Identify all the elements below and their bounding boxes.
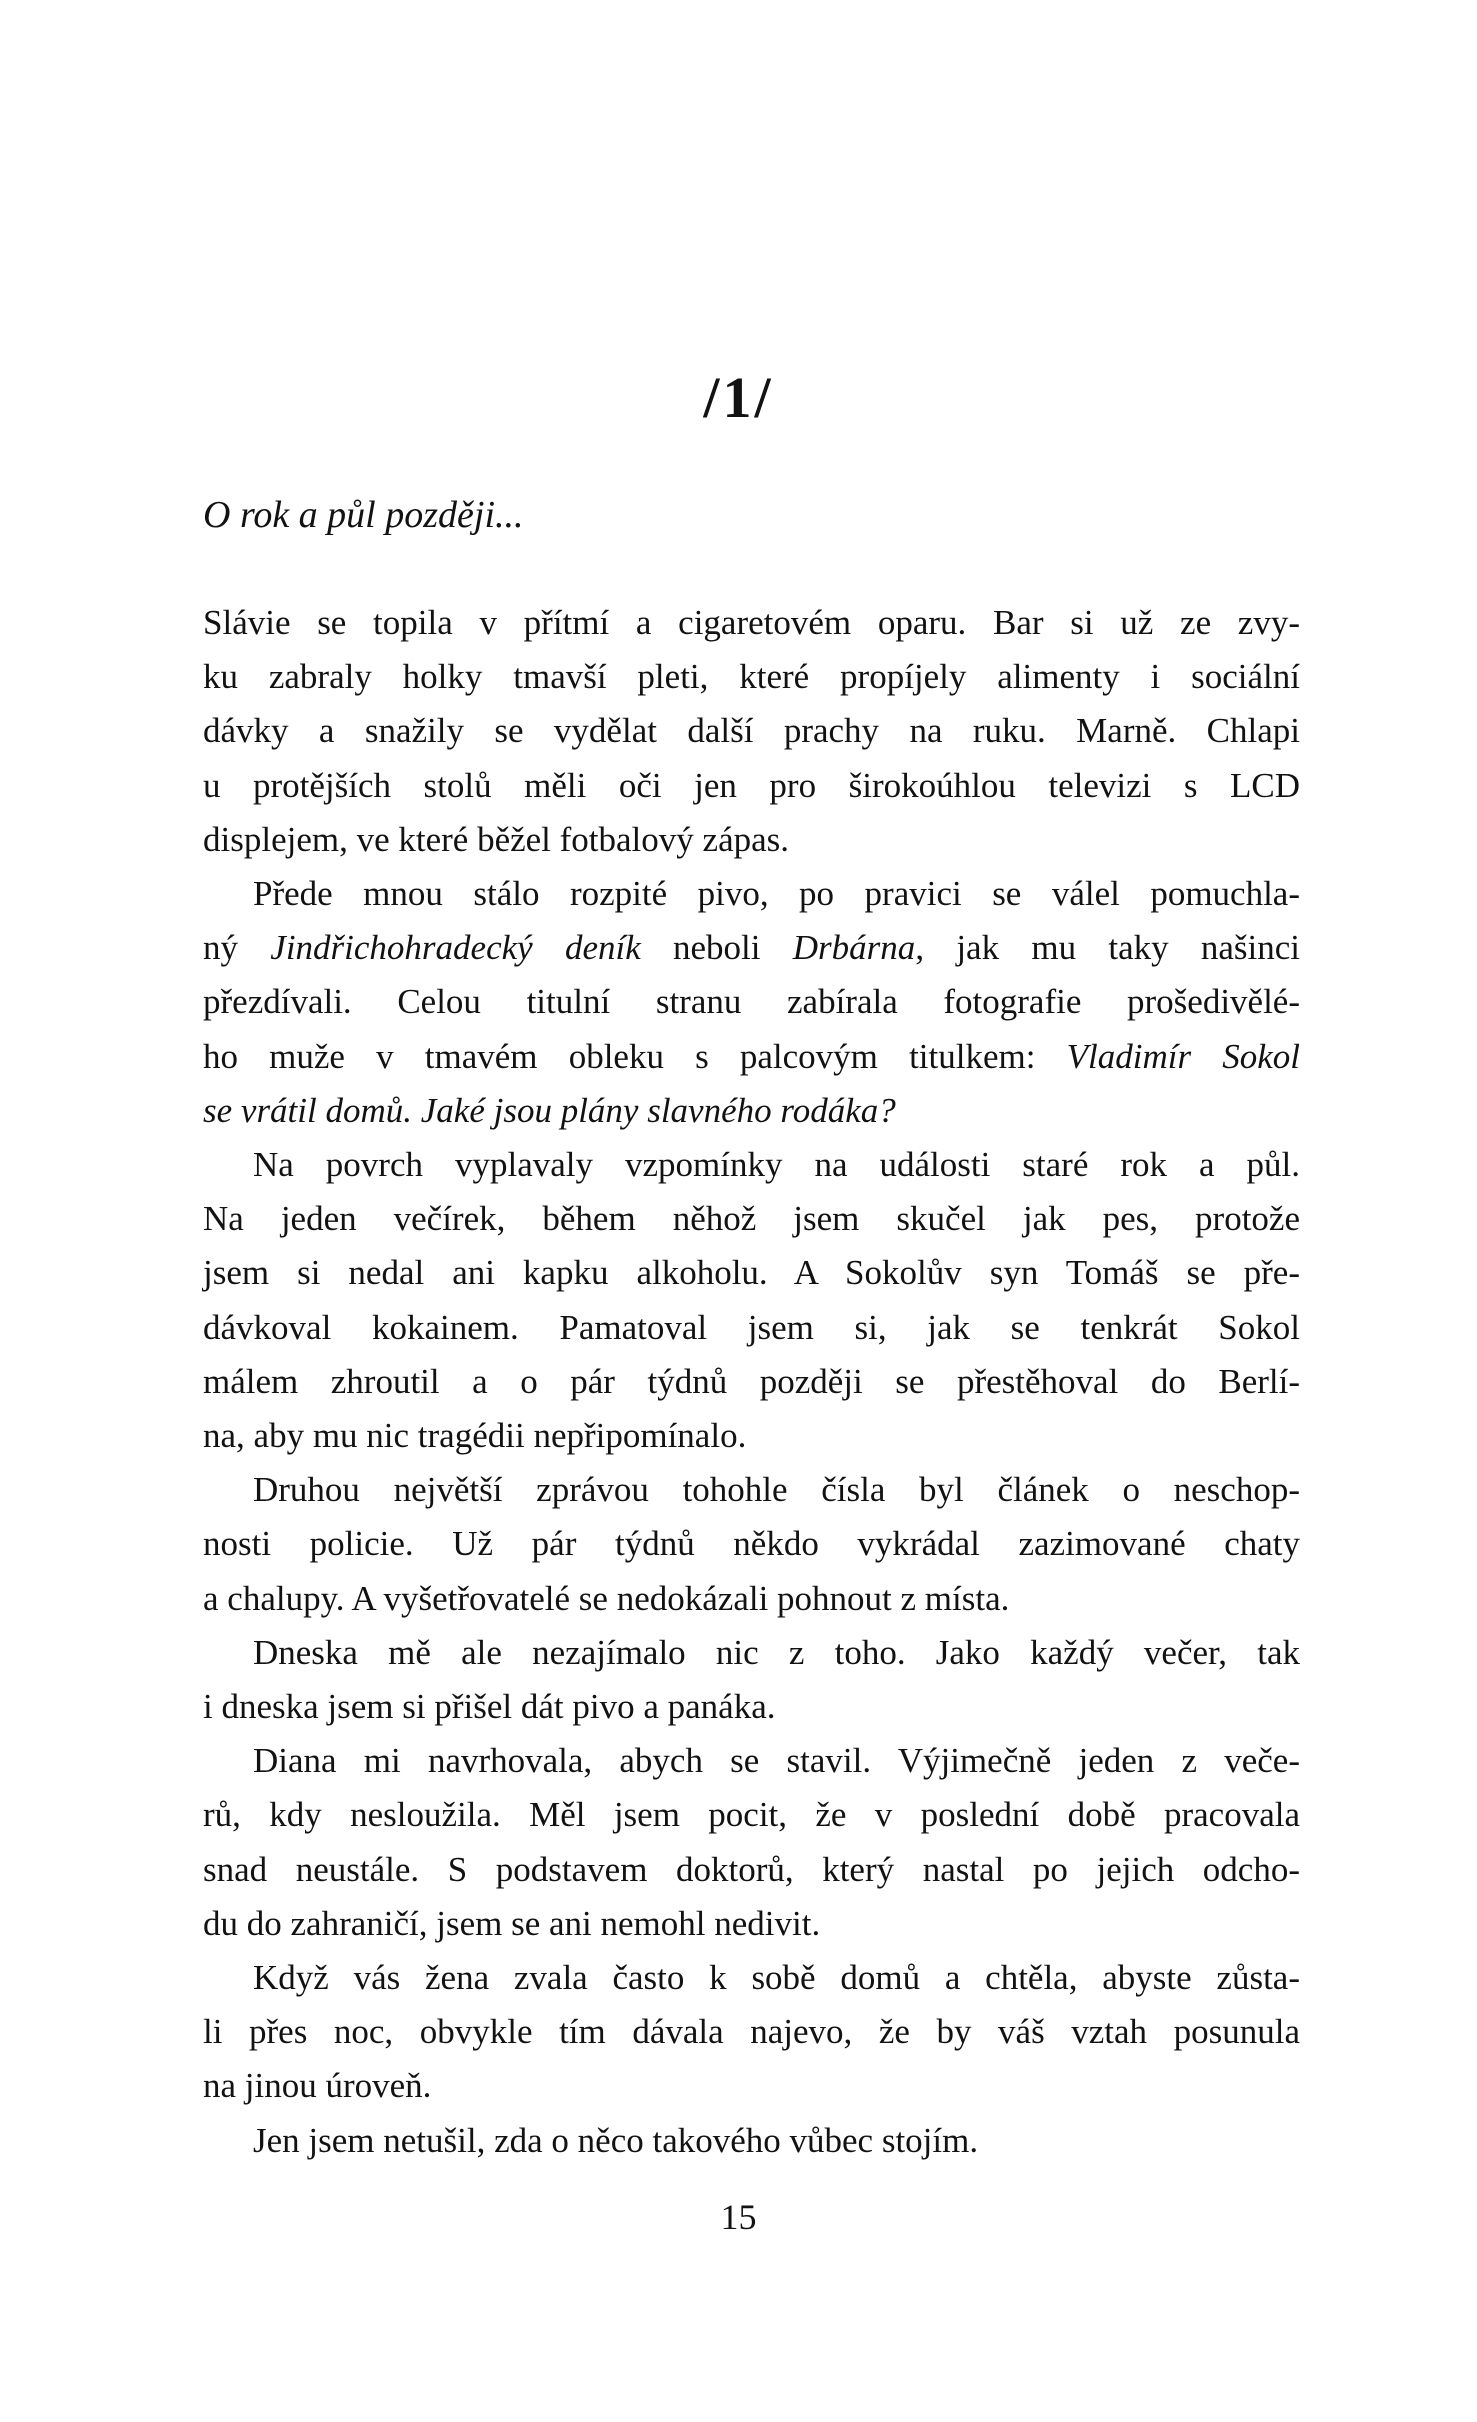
text-line: du do zahraničí, jsem se ani nemohl nedivit. [203, 1903, 821, 1943]
epigraph: O rok a půl později... [203, 494, 524, 536]
paragraph [203, 1138, 1300, 1463]
body-text [203, 596, 1300, 2168]
text-line: ný Jindřichohradecký deník neboli Drbárna, jak mu taky našinci [203, 928, 1301, 968]
text-line: přezdívali. Celou titulní stranu zabírala fotografie prošedivělé- [203, 982, 1300, 1022]
paragraph [203, 2114, 1300, 2168]
text-line: Dneska mě ale nezajímalo nic z toho. Jako každý večer, tak [253, 1632, 1300, 1672]
text-line: i dneska jsem si přišel dát pivo a panáka. [203, 1687, 776, 1727]
text-line: Když vás žena zvala často k sobě domů a chtěla, abyste zůsta- [253, 1958, 1300, 1998]
paragraph [203, 1463, 1300, 1626]
text-line: na, aby mu nic tragédii nepřipomínalo. [203, 1416, 747, 1456]
text-line: Na povrch vyplavaly vzpomínky na události staré rok a půl. [253, 1145, 1300, 1185]
chapter-heading: /1/ [703, 365, 774, 430]
page-number: 15 [720, 2197, 757, 2237]
text-line: a chalupy. A vyšetřovatelé se nedokázali pohnout z místa. [203, 1578, 1010, 1618]
text-line: dávkoval kokainem. Pamatoval jsem si, jak se tenkrát Sokol [203, 1307, 1300, 1347]
text-line: jsem si nedal ani kapku alkoholu. A Sokolův syn Tomáš se pře- [203, 1253, 1300, 1293]
text-line: se vrátil domů. Jaké jsou plány slavného rodáka? [203, 1090, 896, 1130]
paragraph [203, 867, 1300, 1138]
text-line: u protějších stolů měli oči jen pro širokoúhlou televizi s LCD [203, 765, 1300, 805]
text-line: ho muže v tmavém obleku s palcovým titulkem: Vladimír Sokol [203, 1036, 1300, 1076]
paragraph [203, 1734, 1300, 1951]
paragraph [203, 1626, 1300, 1734]
text-line: Jen jsem netušil, zda o něco takového vůbec stojím. [253, 2120, 979, 2160]
text-line: na jinou úroveň. [203, 2066, 432, 2106]
text-line: snad neustále. S podstavem doktorů, který nastal po jejich odcho- [203, 1849, 1300, 1889]
text-line: displejem, ve které běžel fotbalový zápas. [203, 819, 790, 859]
text-line: málem zhroutil a o pár týdnů později se přestěhoval do Berlí- [203, 1361, 1300, 1401]
paragraph [203, 596, 1300, 867]
text-line: Diana mi navrhovala, abych se stavil. Výjimečně jeden z veče- [253, 1741, 1300, 1781]
text-line: dávky a snažily se vydělat další prachy na ruku. Marně. Chlapi [203, 711, 1300, 751]
text-line: rů, kdy nesloužila. Měl jsem pocit, že v poslední době pracovala [203, 1795, 1300, 1835]
text-line: Přede mnou stálo rozpité pivo, po pravici se válel pomuchla- [253, 874, 1300, 914]
text-line: Druhou největší zprávou tohohle čísla byl článek o neschop- [253, 1470, 1300, 1510]
paragraph [203, 1951, 1300, 2114]
text-line: ku zabraly holky tmavší pleti, které propíjely alimenty i sociální [203, 657, 1300, 697]
text-line: Na jeden večírek, během něhož jsem skučel jak pes, protože [203, 1199, 1300, 1239]
text-line: nosti policie. Už pár týdnů někdo vykrádal zazimované chaty [203, 1524, 1300, 1564]
text-line: li přes noc, obvykle tím dávala najevo, že by váš vztah posunula [203, 2012, 1300, 2052]
text-line: Slávie se topila v přítmí a cigaretovém oparu. Bar si už ze zvy- [203, 603, 1300, 642]
